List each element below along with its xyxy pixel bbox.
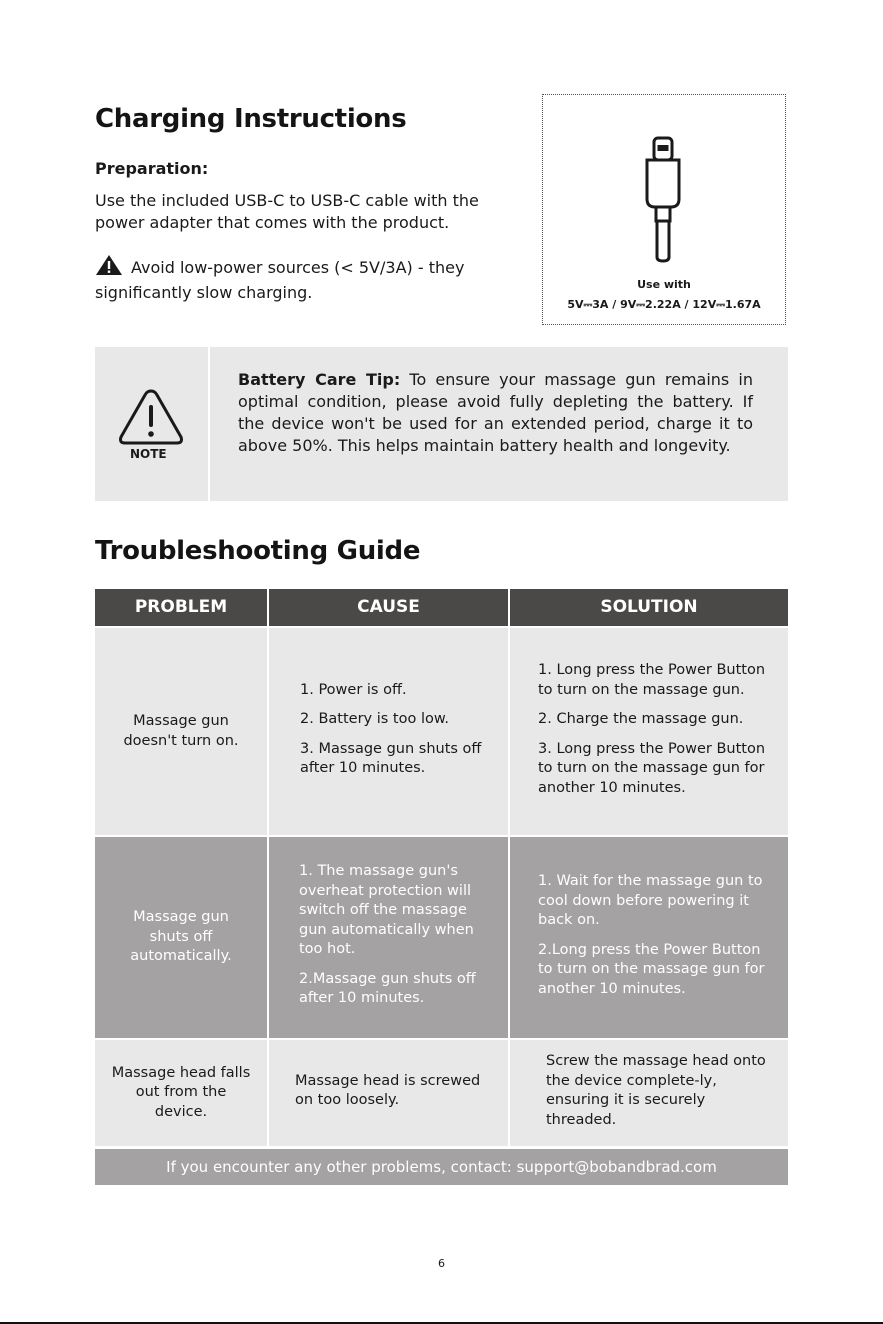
page-number: 6 (438, 1257, 445, 1270)
row2-solution-2: 2.Long press the Power Button to turn on the massage gun for another 10 minutes. (538, 941, 765, 997)
support-contact-bar: If you encounter any other problems, contact: support@bobandbrad.com (95, 1149, 788, 1185)
note-warning-icon (117, 387, 185, 453)
warning-icon (95, 254, 123, 282)
header-cause: CAUSE (269, 589, 508, 626)
warning-text: Avoid low-power sources (< 5V/3A) - they significantly slow charging. (95, 258, 465, 302)
row2-solution (510, 837, 788, 1038)
row3-cause (269, 1040, 508, 1146)
row1-cause (269, 628, 508, 835)
care-tip-divider (208, 347, 210, 501)
row2-solution-1: 1. Wait for the massage gun to cool down before powering it back on. (538, 873, 763, 928)
usb-power-spec: 5V⎓3A / 9V⎓2.22A / 12V⎓1.67A (567, 298, 761, 311)
row1-solution (510, 628, 788, 835)
row2-cause (269, 837, 508, 1038)
row2-cause-2: 2.Massage gun shuts off after 10 minutes. (299, 970, 476, 1007)
header-solution: SOLUTION (510, 589, 788, 626)
row1-cause-2: 2. Battery is too low. (300, 711, 449, 727)
row1-problem: Massage gun doesn't turn on. (95, 628, 267, 835)
row3-cause-1: Massage head is screwed on too loosely. (295, 1072, 481, 1108)
row1-solution-3: 3. Long press the Power Button to turn on the massage gun for another 10 minutes. (538, 740, 766, 796)
row2-problem: Massage gun shuts off automatically. (95, 837, 267, 1038)
troubleshooting-title: Troubleshooting Guide (95, 536, 421, 566)
row3-solution-1: Screw the massage head onto the device complete-ly, ensuring it is securely threaded. (546, 1053, 766, 1128)
care-tip-title: Battery Care Tip: (238, 370, 401, 389)
row1-cause-1: 1. Power is off. (300, 681, 407, 698)
row2-cause-1: 1. The massage gun's overheat protection will switch off the massage gun automatically when too hot. (299, 863, 474, 958)
warning-note (95, 254, 525, 304)
care-tip-text (238, 369, 753, 457)
preparation-text: Use the included USB-C to USB-C cable with the power adapter that comes with the product. (95, 191, 479, 232)
usb-c-plug-icon (641, 133, 685, 267)
note-label: NOTE (130, 447, 167, 461)
usb-use-with-label: Use with (637, 278, 691, 291)
row1-solution-1: 1. Long press the Power Button to turn on the massage gun. (538, 662, 766, 698)
battery-care-tip-box (95, 347, 788, 501)
care-tip-body: To ensure your massage gun remains in optimal condition, please avoid fully depleting the battery. If the device won't be used for an extended period, charge it to above 50%. This helps maintain battery health and longevity. (238, 370, 753, 455)
charging-instructions-title: Charging Instructions (95, 104, 407, 134)
row1-cause-3: 3. Massage gun shuts off after 10 minutes. (300, 740, 482, 776)
header-problem: PROBLEM (95, 589, 267, 626)
usb-c-spec-box (542, 94, 786, 325)
row3-solution (510, 1040, 788, 1146)
row1-solution-2: 2. Charge the massage gun. (538, 711, 744, 727)
row3-problem: Massage head falls out from the device. (95, 1040, 267, 1146)
preparation-label: Preparation: (95, 159, 209, 178)
